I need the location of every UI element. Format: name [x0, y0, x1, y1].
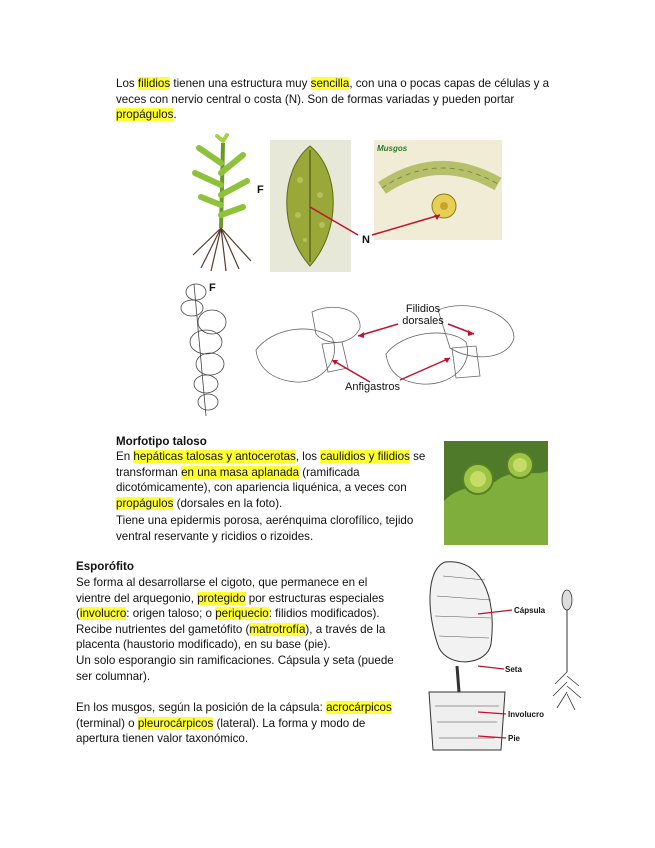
moss-plant-photo: [181, 133, 266, 273]
musgos-tag: Musgos: [377, 144, 408, 153]
label-pie: Pie: [508, 734, 521, 743]
label-involucro: Involucro: [508, 710, 545, 719]
anfigastros-label: Anfigastros: [345, 381, 401, 393]
highlight-periquecio: periquecio: [215, 607, 269, 621]
esporofito-heading: Esporófito: [76, 560, 134, 573]
highlight-masa: en una masa aplanada: [181, 465, 300, 479]
label-seta: Seta: [505, 665, 522, 674]
esporofito-paragraph: Se forma al desarrollarse el cigoto, que permanece en el vientre del arquegonio, protegido por estructuras especiales (involucro: origen taloso; o periquecio: filidios modificados). Recibe nutrientes del gametófito (matrotrofía), a través de la placenta (haustorio modificado), en su base (pie).: [76, 576, 386, 652]
highlight-matrotrofia: matrotrofía: [249, 622, 306, 636]
esporofito-paragraph-3: En los musgos, según la posición de la cápsula: acrocárpicos (terminal) o pleurocárpicos (lateral). La forma y modo de apertura tienen valor taxonómico.: [76, 701, 392, 746]
highlight-caulidios: caulidios y filidios: [320, 450, 410, 463]
sporophyte-arrows: [470, 600, 515, 745]
esporofito-paragraph-2: Un solo esporangio sin ramificaciones. Cápsula y seta (puede ser columnar).: [76, 654, 394, 683]
filidios-dorsales-label: Filidios dorsales: [402, 303, 444, 327]
filidios-arrows: [300, 310, 520, 400]
highlight-sencilla: sencilla: [310, 77, 350, 90]
taloso-heading: Morfotipo taloso: [116, 435, 207, 448]
taloso-paragraph-2: Tiene una epidermis porosa, aerénquima clorofílico, tejido ventral reservante y ricidios o rizoides.: [116, 514, 414, 543]
n-arrows: [300, 195, 460, 245]
highlight-propagulos: propágulos: [116, 108, 174, 122]
highlight-protegido: protegido: [197, 591, 246, 605]
highlight-propagulos-2: propágulos: [116, 496, 174, 510]
label-capsula: Cápsula: [514, 606, 546, 615]
leafy-liverwort-drawing: [176, 278, 244, 420]
highlight-involucro: involucro: [79, 607, 127, 621]
intro-paragraph: Los filidios tienen una estructura muy sencilla, con una o pocas capas de células y a veces con nervio central o costa (N). Son de formas variadas y pueden portar propágulos.: [116, 77, 550, 122]
highlight-pleurocarpicos: pleurocárpicos: [137, 716, 214, 730]
highlight-filidios: filidios: [137, 77, 171, 90]
label-f-bottom: F: [209, 282, 216, 294]
highlight-acrocarpicos: acrocárpicos: [326, 701, 392, 714]
highlight-hepaticas: hepáticas talosas y antocerotas: [133, 450, 296, 463]
moss-capsule-plant-drawing: [545, 588, 585, 712]
thallus-photo: [444, 441, 548, 545]
label-n: N: [362, 234, 370, 246]
label-f-top: F: [257, 184, 264, 196]
taloso-paragraph: En hepáticas talosas y antocerotas, los caulidios y filidios se transforman en una masa aplanada (ramificada dicotómicamente), con apariencia liquénica, a veces con propágulos (dorsales en la foto).: [116, 450, 426, 510]
